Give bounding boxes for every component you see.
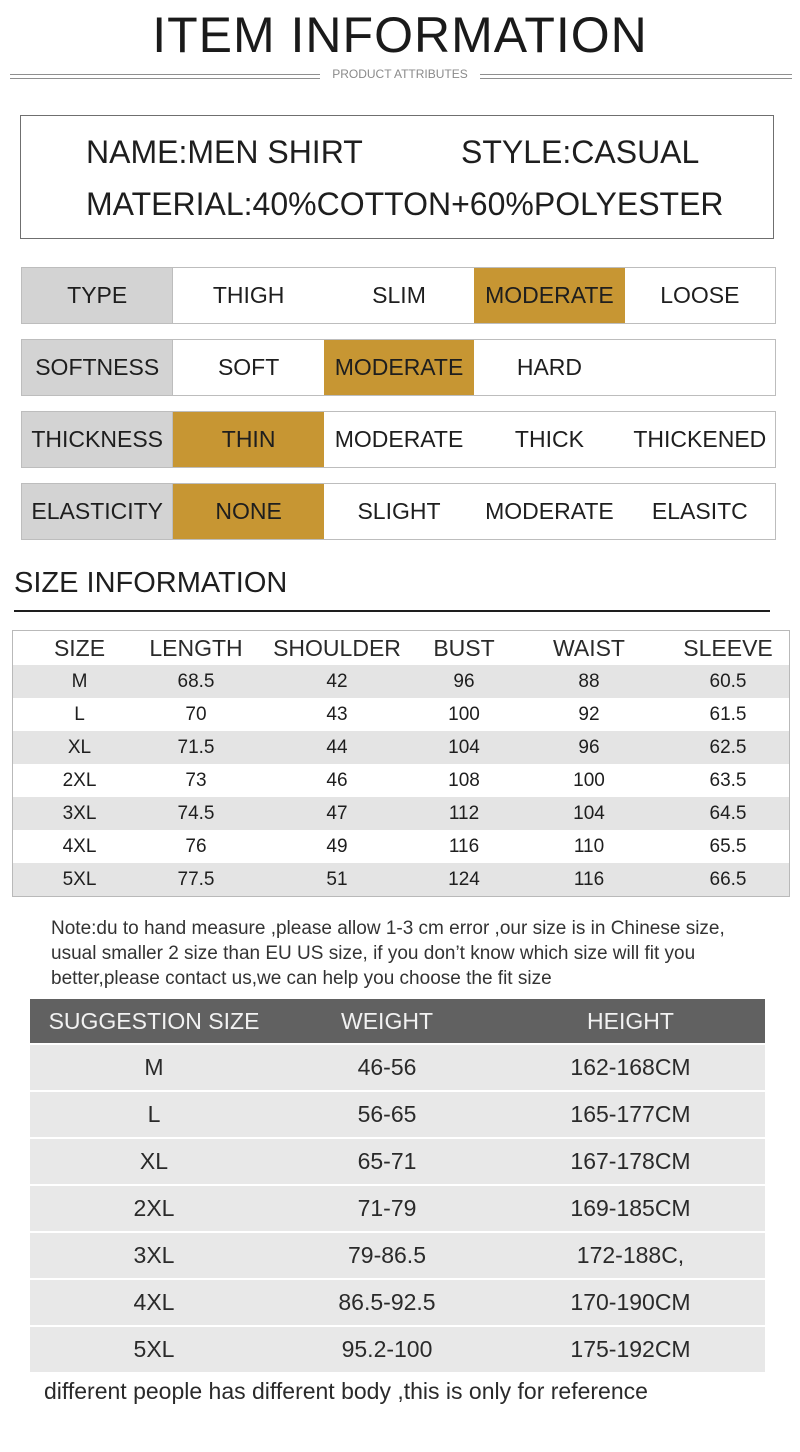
size-table-cell: 68.5: [177, 670, 215, 692]
size-table-cell: 61.5: [709, 703, 747, 725]
size-note-line: Note:du to hand measure ,please allow 1-3 cm error ,our size is in Chinese size,: [51, 918, 725, 939]
suggestion-cell: 172-188C,: [576, 1242, 685, 1268]
attribute-option-selected: NONE: [173, 484, 323, 539]
size-table-cell: 104: [448, 736, 480, 758]
size-table-cell: M: [71, 670, 88, 692]
suggestion-cell: 95.2-100: [341, 1336, 433, 1362]
attribute-option: MODERATE: [334, 426, 464, 452]
suggestion-row: [30, 1186, 765, 1231]
size-table-cell: 108: [448, 769, 480, 791]
attribute-option: LOOSE: [660, 282, 740, 308]
size-table-cell: 43: [326, 703, 348, 725]
suggestion-header-cell: SUGGESTION SIZE: [48, 1007, 260, 1034]
suggestion-cell: 2XL: [133, 1195, 175, 1221]
size-table-cell: 92: [578, 703, 600, 725]
size-table-cell: 100: [573, 769, 605, 791]
attribute-label: ELASTICITY: [22, 484, 173, 539]
size-table-cell: 46: [326, 769, 348, 791]
size-table-row: [13, 698, 789, 731]
size-table-cell: 124: [448, 868, 480, 890]
size-table-cell: 66.5: [709, 868, 747, 890]
suggestion-cell: 86.5-92.5: [338, 1289, 436, 1315]
suggestion-cell: 170-190CM: [570, 1289, 691, 1315]
size-table-header-cell: LENGTH: [149, 634, 243, 661]
suggestion-cell: 3XL: [133, 1242, 175, 1268]
size-table-cell: 100: [448, 703, 480, 725]
suggestion-cell: 71-79: [357, 1195, 417, 1221]
attribute-row-elasticity: [21, 483, 776, 540]
attribute-option: HARD: [516, 354, 582, 380]
size-table-cell: 5XL: [62, 868, 97, 890]
size-table-cell: L: [74, 703, 85, 725]
suggestion-cell: 56-65: [357, 1101, 417, 1127]
size-table-header-cell: SHOULDER: [273, 634, 401, 661]
suggestion-cell: L: [147, 1101, 161, 1127]
size-table-cell: 63.5: [709, 769, 747, 791]
suggestion-row: [30, 1280, 765, 1325]
suggestion-cell: 175-192CM: [570, 1336, 691, 1362]
attribute-label: TYPE: [22, 268, 173, 323]
size-table-cell: 96: [453, 670, 475, 692]
attribute-row-thickness: [21, 411, 776, 468]
size-table-cell: 76: [185, 835, 207, 857]
size-table: [12, 630, 790, 897]
size-table-cell: 104: [573, 802, 605, 824]
size-table-cell: 4XL: [62, 835, 97, 857]
attribute-option: SLIM: [372, 282, 426, 308]
product-style: STYLE:CASUAL: [461, 134, 700, 170]
size-note-line: better,please contact us,we can help you choose the fit size: [51, 968, 552, 989]
size-table-row: [13, 863, 789, 896]
size-note-line: usual smaller 2 size than EU US size, if you don’t know which size will fit you: [51, 943, 696, 964]
attribute-option: SLIGHT: [357, 498, 441, 524]
suggestion-cell: 5XL: [133, 1336, 175, 1362]
page-title: ITEM INFORMATION: [152, 7, 648, 63]
attribute-option: SOFT: [217, 354, 280, 380]
suggestion-cell: XL: [139, 1148, 169, 1174]
size-table-cell: 112: [448, 802, 480, 824]
footnote: different people has different body ,this is only for reference: [44, 1378, 648, 1404]
size-table-cell: 116: [573, 868, 605, 890]
suggestion-cell: 169-185CM: [570, 1195, 691, 1221]
product-info-box: [20, 115, 774, 239]
attribute-row-softness: [21, 339, 776, 396]
attribute-label: SOFTNESS: [22, 340, 173, 395]
attribute-option: THIGH: [212, 282, 285, 308]
size-table-header-cell: SIZE: [53, 634, 106, 661]
suggestion-cell: M: [144, 1054, 164, 1080]
size-table-cell: 49: [326, 835, 348, 857]
product-name: NAME:MEN SHIRT: [86, 134, 363, 170]
size-table-cell: 60.5: [709, 670, 747, 692]
size-table-header-cell: WAIST: [553, 634, 625, 661]
size-info-divider: [14, 610, 770, 612]
suggestion-cell: 4XL: [133, 1289, 175, 1315]
size-table-header: [13, 631, 789, 665]
size-table-cell: 2XL: [62, 769, 97, 791]
size-table-cell: 62.5: [709, 736, 747, 758]
suggestion-table: [30, 999, 765, 1372]
size-table-cell: 47: [326, 802, 348, 824]
attribute-option: THICKENED: [633, 426, 767, 452]
suggestion-cell: 79-86.5: [347, 1242, 426, 1268]
attribute-option-selected: MODERATE: [324, 340, 474, 395]
size-table-cell: XL: [67, 736, 92, 758]
size-table-cell: 73: [185, 769, 207, 791]
size-table-cell: 71.5: [177, 736, 215, 758]
size-info-heading: SIZE INFORMATION: [14, 567, 288, 599]
suggestion-cell: 65-71: [357, 1148, 417, 1174]
product-material: MATERIAL:40%COTTON+60%POLYESTER: [86, 186, 724, 222]
size-table-cell: 74.5: [177, 802, 215, 824]
attribute-option-selected: MODERATE: [474, 268, 624, 323]
suggestion-row: [30, 1233, 765, 1278]
size-table-cell: 77.5: [177, 868, 215, 890]
size-table-header-cell: BUST: [433, 634, 495, 661]
size-table-cell: 64.5: [709, 802, 747, 824]
page-subtitle: PRODUCT ATTRIBUTES: [320, 67, 480, 81]
size-table-cell: 116: [448, 835, 480, 857]
size-table-cell: 3XL: [62, 802, 97, 824]
size-table-cell: 110: [573, 835, 605, 857]
suggestion-row: [30, 1327, 765, 1372]
size-table-cell: 70: [185, 703, 207, 725]
suggestion-cell: 46-56: [357, 1054, 417, 1080]
suggestion-header-cell: HEIGHT: [587, 1007, 674, 1034]
size-table-row: [13, 797, 789, 830]
size-table-cell: 65.5: [709, 835, 747, 857]
size-note: [51, 916, 771, 991]
attribute-option: MODERATE: [485, 498, 614, 524]
attribute-option: THICK: [514, 426, 584, 452]
size-table-row: [13, 830, 789, 863]
attribute-label: THICKNESS: [22, 412, 173, 467]
size-table-row: [13, 665, 789, 698]
size-table-row: [13, 731, 789, 764]
suggestion-header-cell: WEIGHT: [341, 1007, 433, 1034]
suggestion-cell: 165-177CM: [570, 1101, 691, 1127]
size-table-cell: 42: [326, 670, 348, 692]
suggestion-row: [30, 1139, 765, 1184]
attribute-option-selected: THIN: [173, 412, 323, 467]
size-table-cell: 88: [578, 670, 600, 692]
size-table-header-cell: SLEEVE: [683, 634, 773, 661]
size-table-row: [13, 764, 789, 797]
size-table-cell: 96: [578, 736, 600, 758]
attribute-row-type: [21, 267, 776, 324]
attribute-option: ELASITC: [651, 498, 748, 524]
suggestion-cell: 167-178CM: [570, 1148, 691, 1174]
suggestion-row: [30, 1045, 765, 1090]
suggestion-row: [30, 1092, 765, 1137]
attribute-option: [625, 340, 775, 395]
size-table-cell: 51: [326, 868, 348, 890]
size-table-cell: 44: [326, 736, 348, 758]
suggestion-cell: 162-168CM: [570, 1054, 691, 1080]
suggestion-table-header: [30, 999, 765, 1043]
